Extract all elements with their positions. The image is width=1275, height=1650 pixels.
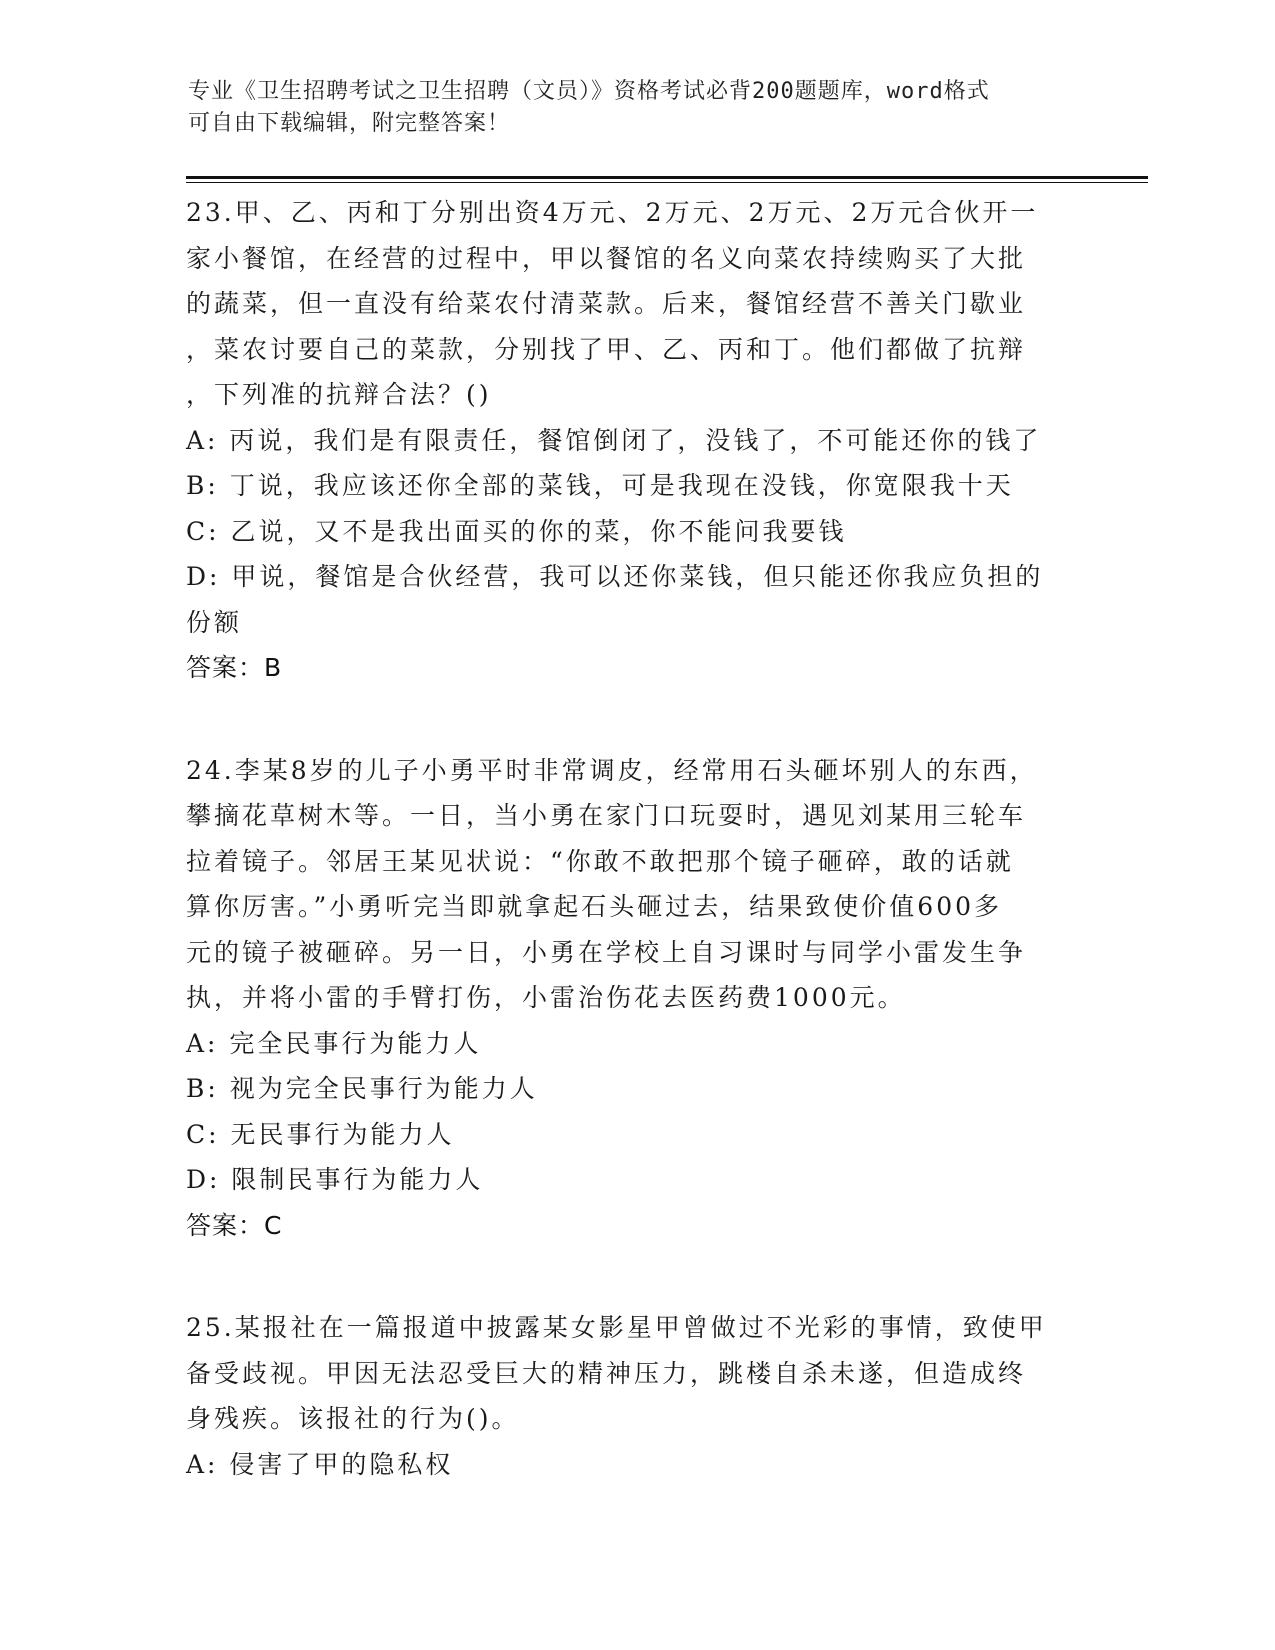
stem-line: 家小餐馆，在经营的过程中，甲以餐馆的名义向菜农持续购买了大批	[186, 243, 1027, 273]
option-b: B: 丁说，我应该还你全部的菜钱，可是我现在没钱，你宽限我十天	[186, 471, 1014, 500]
document-header	[188, 76, 1088, 140]
option-d-continued: 份额	[186, 607, 243, 637]
stem-line: 的蔬菜，但一直没有给菜农付清菜款。后来，餐馆经营不善关门歇业	[186, 289, 1027, 318]
question-24	[186, 748, 1086, 1249]
stem-line: ，菜农讨要自己的菜款，分别找了甲、乙、丙和丁。他们都做了抗辩	[186, 334, 1027, 364]
option-c: C: 无民事行为能力人	[186, 1119, 455, 1149]
option-b: B: 视为完全民事行为能力人	[186, 1074, 538, 1103]
stem-line: 25.某报社在一篇报道中披露某女影星甲曾做过不光彩的事情，致使甲	[186, 1313, 1047, 1342]
stem-line: ，下列准的抗辩合法？()	[186, 380, 492, 409]
stem-line: 身残疾。该报社的行为()。	[186, 1404, 520, 1433]
stem-line: 算你厉害。”小勇听完当即就拿起石头砸过去，结果致使价值600多	[186, 892, 1003, 921]
question-25	[186, 1305, 1086, 1487]
question-stem	[186, 1305, 1086, 1442]
stem-line: 执，并将小雷的手臂打伤，小雷治伤花去医药费1000元。	[186, 983, 906, 1012]
stem-line: 攀摘花草树木等。一日，当小勇在家门口玩耍时，遇见刘某用三轮车	[186, 801, 1027, 830]
header-divider-thin	[186, 182, 1148, 183]
question-list	[186, 190, 1086, 1487]
option-a: A: 完全民事行为能力人	[186, 1028, 482, 1058]
stem-line: 元的镜子被砸碎。另一日，小勇在学校上自习课时与同学小雷发生争	[186, 937, 1027, 967]
answer-label: 答案：B	[186, 653, 283, 682]
question-stem	[186, 748, 1086, 1021]
stem-line: 拉着镜子。邻居王某见状说：“你敢不敢把那个镜子砸碎，敢的话就	[186, 846, 1014, 876]
option-a: A: 丙说，我们是有限责任，餐馆倒闭了，没钱了，不可能还你的钱了	[186, 425, 1042, 455]
option-d: D: 限制民事行为能力人	[186, 1165, 484, 1194]
stem-line: 23.甲、乙、丙和丁分别出资4万元、2万元、2万元、2万元合伙开一	[186, 198, 1039, 227]
option-a: A: 侵害了甲的隐私权	[186, 1449, 454, 1479]
stem-line: 24.李某8岁的儿子小勇平时非常调皮，经常用石头砸坏别人的东西，	[186, 755, 1038, 785]
question-stem	[186, 190, 1086, 418]
option-d: D: 甲说，餐馆是合伙经营，我可以还你菜钱，但只能还你我应负担的	[186, 562, 1044, 591]
stem-line: 备受歧视。甲因无法忍受巨大的精神压力，跳楼自杀未遂，但造成终	[186, 1358, 1027, 1388]
header-line-1: 专业《卫生招聘考试之卫生招聘（文员）》资格考试必背200题题库，word格式	[188, 79, 990, 104]
header-line-2: 可自由下载编辑，附完整答案！	[188, 111, 511, 136]
header-divider-thick	[186, 176, 1148, 179]
option-c: C: 乙说，又不是我出面买的你的菜，你不能问我要钱	[186, 516, 847, 546]
answer-label: 答案：C	[186, 1210, 283, 1240]
question-23	[186, 190, 1086, 691]
